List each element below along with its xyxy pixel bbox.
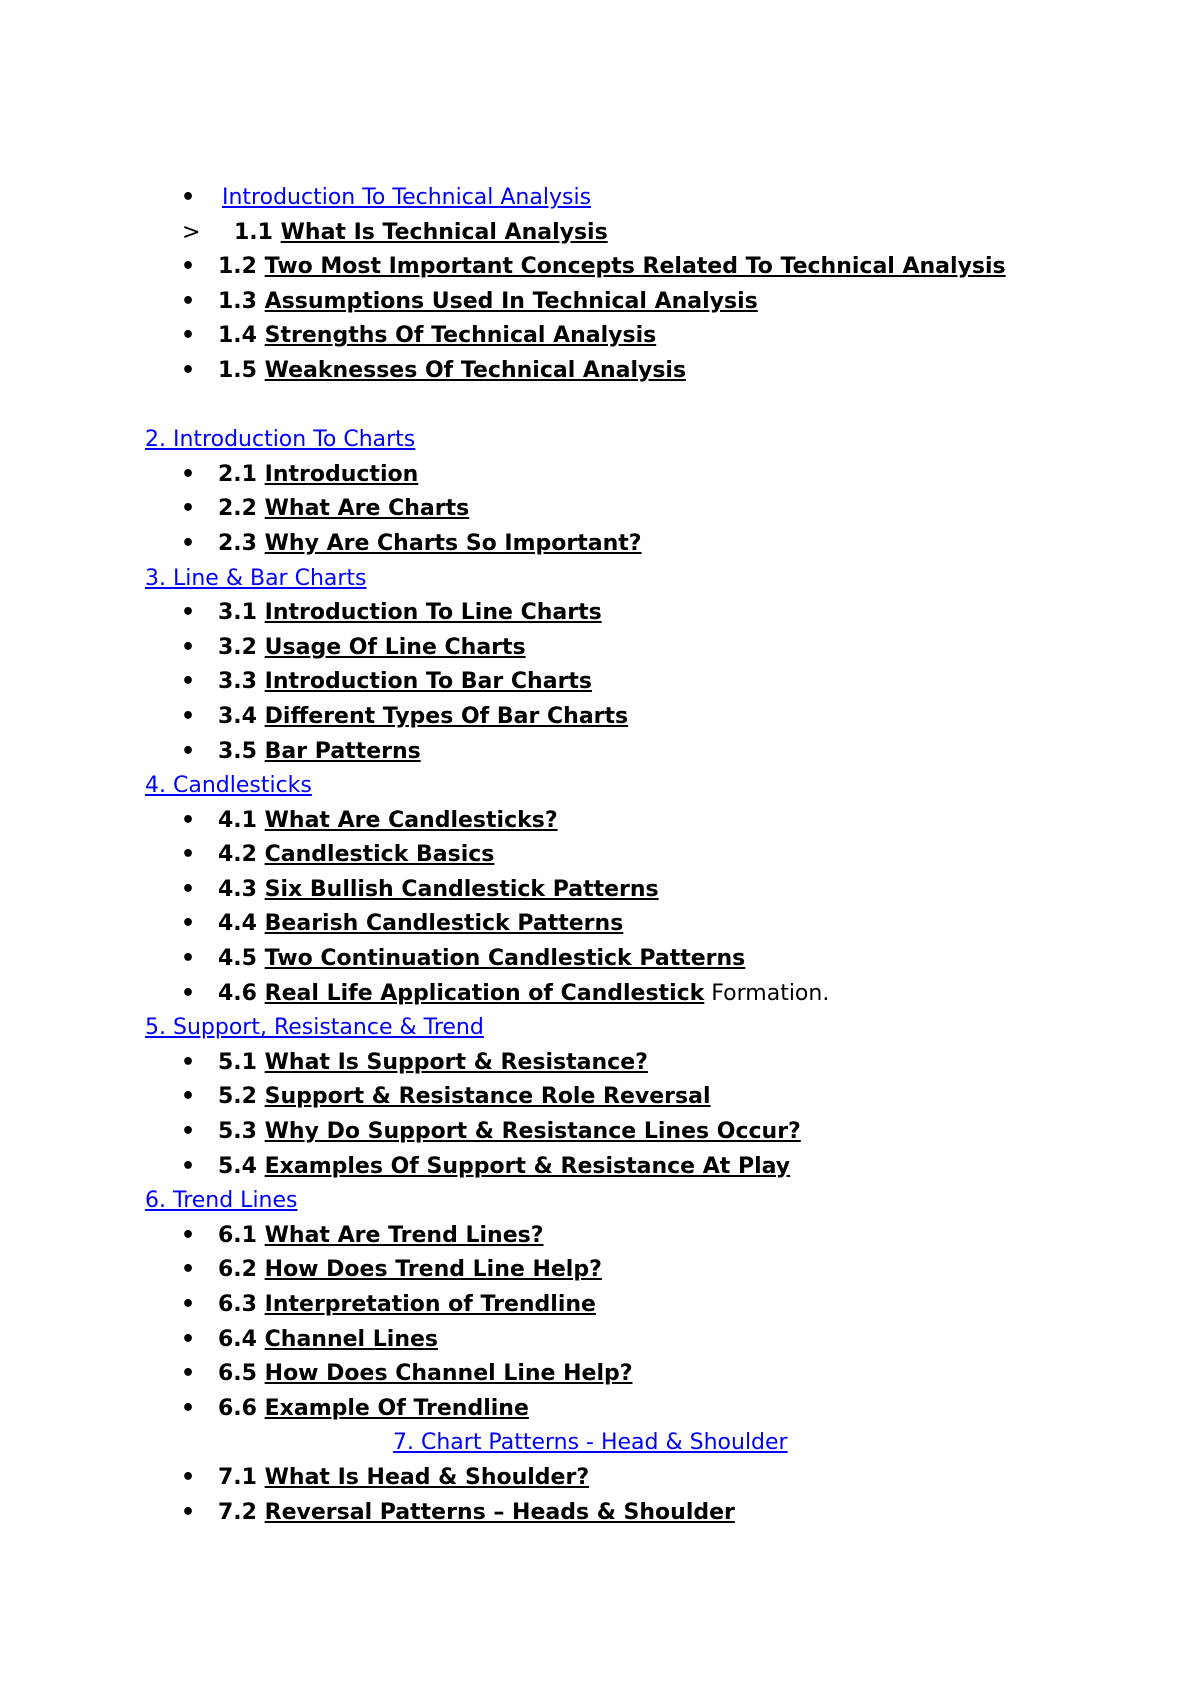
bullet-dot: • [181,1222,196,1248]
section-heading-row[interactable] [0,1184,1200,1219]
toc-entry-4-6[interactable] [0,977,1200,1012]
toc-link[interactable]: How Does Trend Line Help? [264,1257,602,1283]
toc-link[interactable]: Support & Resistance Role Reversal [264,1084,711,1110]
toc-entry-1-5[interactable] [0,354,1200,389]
toc-number: 6.5 [218,1361,257,1387]
bullet-dot: • [181,254,196,280]
bullet-dot: • [181,461,196,487]
toc-number: 7.1 [218,1464,257,1490]
bullet-dot: • [181,876,196,902]
bullet-dot: • [181,1499,196,1525]
section-heading-link[interactable]: 2. Introduction To Charts [145,427,416,453]
bullet-dot: • [181,980,196,1006]
toc-entry-5-4[interactable] [0,1150,1200,1185]
toc-number: 6.3 [218,1292,257,1317]
section-heading-link[interactable]: 3. Line & Bar Charts [145,565,367,591]
toc-link[interactable]: Different Types Of Bar Charts [264,703,629,729]
section-heading-row[interactable] [0,1011,1200,1046]
toc-number: 5.1 [218,1049,257,1075]
toc-link[interactable]: Example Of Trendline [264,1395,529,1421]
toc-number: 2.2 [218,496,257,522]
toc-number: 3.2 [218,634,257,660]
bullet-dot: • [181,1361,196,1387]
toc-link[interactable]: Introduction [264,461,419,487]
bullet-dot: • [181,1084,196,1110]
section-heading-row[interactable] [0,423,1200,458]
toc-link[interactable]: Introduction To Line Charts [264,600,602,626]
toc-number: 2.3 [218,530,257,556]
toc-entry-6-1[interactable] [0,1219,1200,1254]
toc-link[interactable]: What Is Head & Shoulder? [264,1464,590,1490]
toc-entry-1-1[interactable] [0,216,1200,251]
toc-number: 6.6 [218,1395,257,1421]
table-of-contents [0,181,1200,1530]
bullet-dot: • [181,288,196,314]
section-heading-row[interactable] [0,1426,1200,1461]
bullet-dot: • [181,1153,196,1179]
toc-number: 1.1 [234,219,273,245]
toc-entry-4-5[interactable] [0,942,1200,977]
toc-entry-2-2[interactable] [0,492,1200,527]
bullet-dot: • [181,842,196,868]
toc-link[interactable]: Examples Of Support & Resistance At Play [264,1153,791,1179]
toc-link[interactable]: Weaknesses Of Technical Analysis [264,357,687,383]
toc-number: 6.4 [218,1326,257,1352]
bullet-dot: • [181,1049,196,1075]
toc-number: 6.1 [218,1222,257,1248]
toc-link[interactable]: How Does Channel Line Help? [264,1361,633,1387]
toc-entry-4-3[interactable] [0,873,1200,908]
toc-entry-4-4[interactable] [0,907,1200,942]
toc-number: 1.2 [218,254,257,280]
toc-number: 1.3 [218,288,257,314]
toc-number: 3.5 [218,738,257,764]
bullet-dot: • [181,946,196,972]
toc-link[interactable]: Six Bullish Candlestick Patterns [264,876,659,902]
toc-link[interactable]: What Are Candlesticks? [264,807,558,833]
toc-entry-3-4[interactable] [0,700,1200,735]
toc-number: 1.4 [218,323,257,349]
toc-link-intro-technical-analysis[interactable]: Introduction To Technical Analysis [222,185,592,210]
bullet-dot: • [181,1326,196,1352]
toc-number: 5.3 [218,1119,257,1145]
toc-link[interactable]: Why Do Support & Resistance Lines Occur? [264,1119,801,1145]
toc-link[interactable]: What Are Charts [264,496,470,522]
bullet-dot: • [181,1395,196,1421]
toc-link[interactable]: What Are Trend Lines? [264,1222,544,1248]
bullet-dot: • [181,1464,196,1490]
toc-number: 4.1 [218,807,257,833]
toc-entry-1-4[interactable] [0,319,1200,354]
toc-link[interactable]: Bearish Candlestick Patterns [264,911,624,937]
bullet-dot: • [181,911,196,937]
bullet-dot: • [181,807,196,833]
bullet-dot: • [181,738,196,764]
toc-link[interactable]: Reversal Patterns – Heads & Shoulder [264,1499,735,1525]
toc-link[interactable]: What Is Technical Analysis [280,219,608,245]
bullet-dot: • [181,357,196,383]
toc-entry-intro[interactable] [0,181,1200,216]
toc-entry-5-3[interactable] [0,1115,1200,1150]
toc-entry-2-1[interactable] [0,458,1200,493]
toc-link[interactable]: Channel Lines [264,1326,438,1352]
toc-entry-1-2[interactable] [0,250,1200,285]
toc-entry-3-2[interactable] [0,631,1200,666]
toc-link[interactable]: Bar Patterns [264,738,421,764]
toc-entry-6-3[interactable] [0,1288,1200,1323]
bullet-dot: • [181,1257,196,1283]
toc-entry-6-4[interactable] [0,1323,1200,1358]
toc-link[interactable]: Two Most Important Concepts Related To Technical Analysis [264,254,1006,280]
toc-number: 1.5 [218,357,257,383]
toc-link[interactable]: Strengths Of Technical Analysis [264,323,657,349]
toc-entry-4-2[interactable] [0,838,1200,873]
toc-number: 7.2 [218,1499,257,1525]
toc-entry-6-6[interactable] [0,1392,1200,1427]
toc-number: 5.2 [218,1084,257,1110]
bullet-dot: • [181,496,196,522]
toc-number: 4.5 [218,946,257,972]
toc-number: 3.1 [218,600,257,626]
toc-number: 6.2 [218,1257,257,1283]
toc-link[interactable]: Candlestick Basics [264,842,495,868]
section-heading-link[interactable]: 6. Trend Lines [145,1188,298,1214]
toc-entry-7-1[interactable] [0,1461,1200,1496]
toc-entry-4-1[interactable] [0,804,1200,839]
bullet-dot: • [181,530,196,556]
toc-number: 2.1 [218,461,257,487]
section-heading-link[interactable]: 4. Candlesticks [145,773,312,799]
toc-entry-2-3[interactable] [0,527,1200,562]
toc-link[interactable]: Usage Of Line Charts [264,634,526,660]
toc-entry-3-3[interactable] [0,665,1200,700]
toc-number: 4.2 [218,842,257,868]
toc-entry-5-2[interactable] [0,1080,1200,1115]
bullet-dot: • [181,1292,196,1317]
toc-link[interactable]: Why Are Charts So Important? [264,530,642,556]
toc-entry-6-2[interactable] [0,1253,1200,1288]
toc-link[interactable]: Assumptions Used In Technical Analysis [264,288,758,314]
toc-entry-1-3[interactable] [0,285,1200,320]
toc-entry-3-5[interactable] [0,735,1200,770]
toc-number: 5.4 [218,1153,257,1179]
bullet-dot: • [181,634,196,660]
bullet-dot: • [181,669,196,695]
toc-entry-5-1[interactable] [0,1046,1200,1081]
bullet-dot: • [181,1119,196,1145]
bullet-dot: • [181,703,196,729]
toc-link[interactable]: Interpretation of Trendline [264,1292,596,1317]
toc-trailing-text: Formation. [704,980,830,1006]
toc-number: 3.4 [218,703,257,729]
toc-link[interactable]: Two Continuation Candlestick Patterns [264,946,746,972]
toc-number: 4.6 [218,980,257,1006]
toc-link[interactable]: Introduction To Bar Charts [264,669,593,695]
section-heading-row[interactable] [0,769,1200,804]
toc-link[interactable]: Real Life Application of Candlestick [264,980,705,1006]
bullet-arrow: > [182,219,201,245]
section-heading-row[interactable] [0,562,1200,597]
toc-number: 4.4 [218,911,257,937]
toc-entry-7-2[interactable] [0,1496,1200,1531]
section-heading-link[interactable]: 7. Chart Patterns - Head & Shoulder [393,1430,788,1456]
toc-entry-3-1[interactable] [0,596,1200,631]
toc-entry-6-5[interactable] [0,1357,1200,1392]
bullet-dot: • [181,600,196,626]
toc-number: 3.3 [218,669,257,695]
toc-link[interactable]: What Is Support & Resistance? [264,1049,648,1075]
bullet-dot: • [181,185,196,210]
bullet-dot: • [181,323,196,349]
toc-number: 4.3 [218,876,257,902]
section-heading-link[interactable]: 5. Support, Resistance & Trend [145,1015,484,1041]
